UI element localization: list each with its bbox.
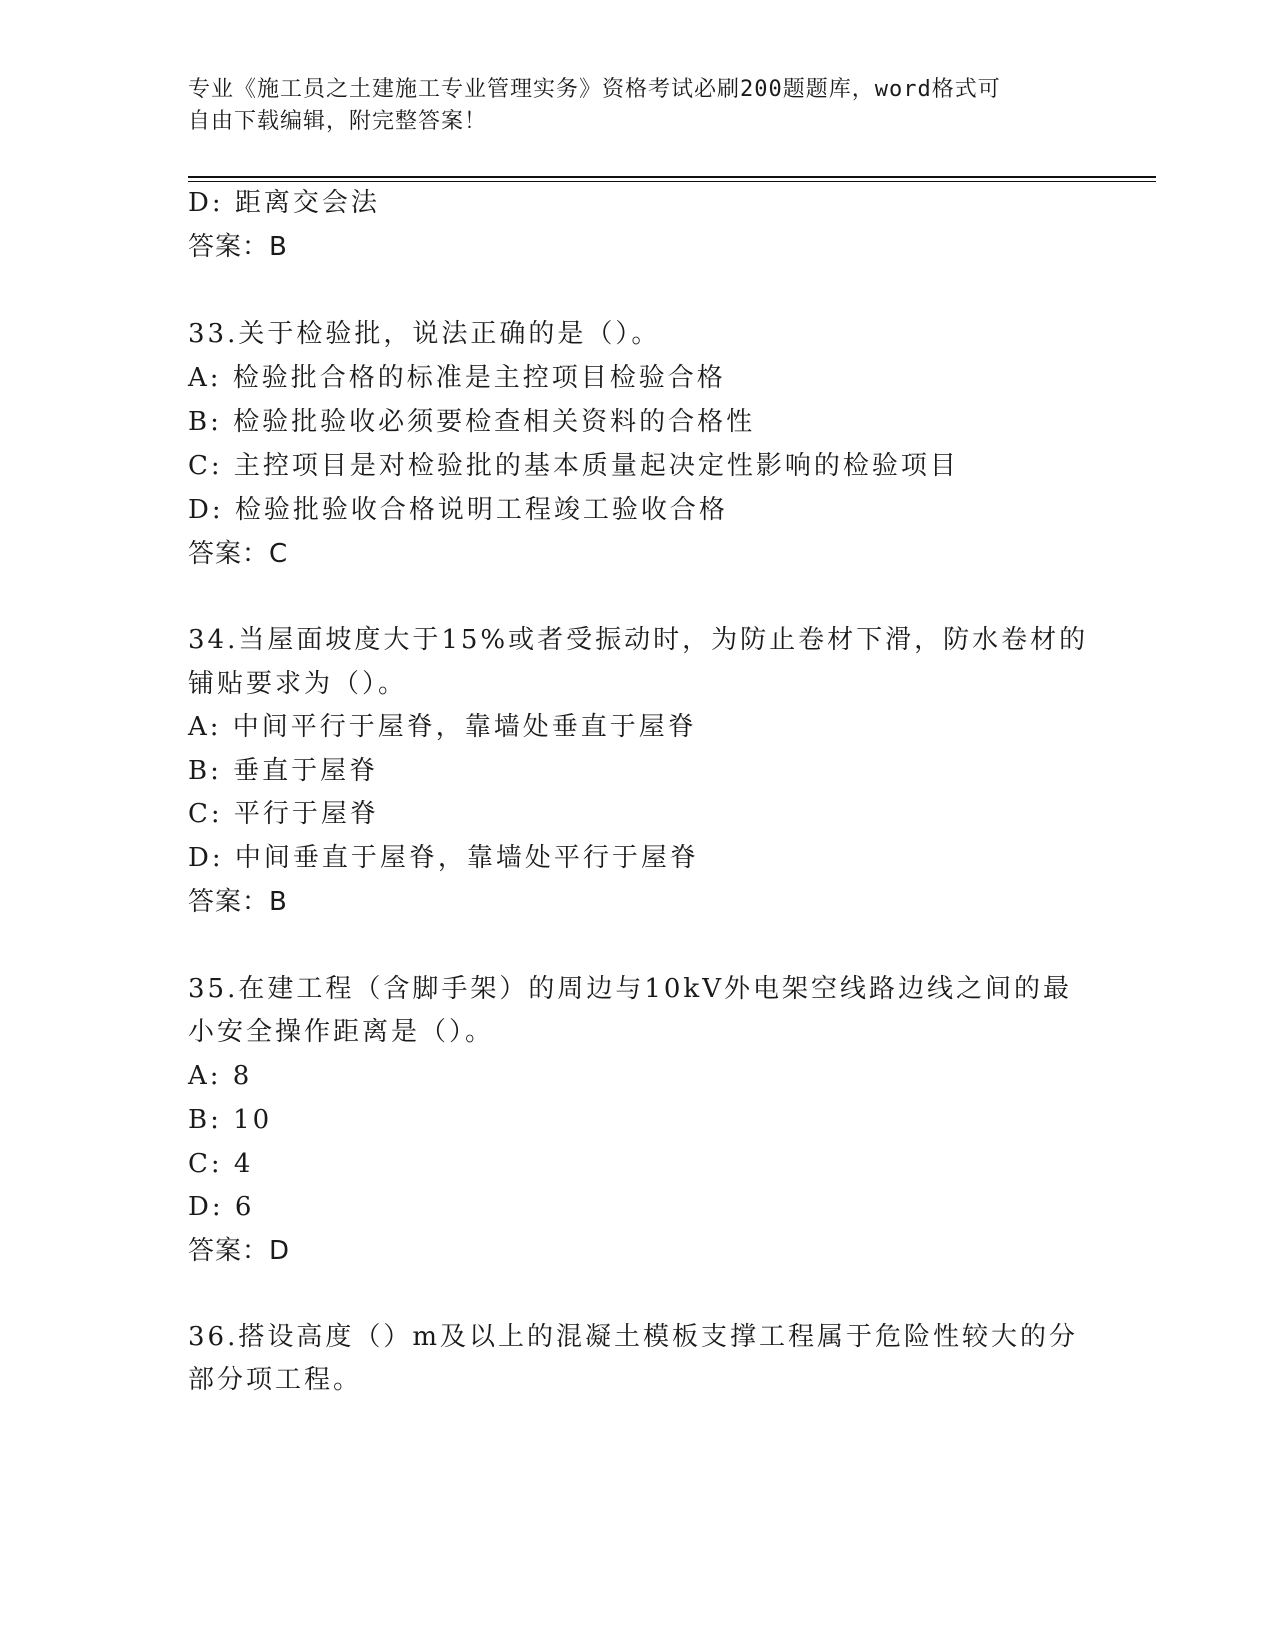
- q34-answer: 答案：B: [188, 887, 288, 917]
- q33-option-c: C: 主控项目是对检验批的基本质量起决定性影响的检验项目: [188, 451, 959, 481]
- q33-option-b: B: 检验批验收必须要检查相关资料的合格性: [188, 407, 756, 437]
- prev-answer: 答案：B: [188, 232, 288, 262]
- q35-stem-line-2: 小安全操作距离是（）。: [188, 1017, 495, 1047]
- q35-option-a: A: 8: [188, 1061, 253, 1091]
- q36-stem-line-1: 36.搭设高度（）m及以上的混凝土模板支撑工程属于危险性较大的分: [188, 1322, 1079, 1352]
- header-divider-thin: [188, 181, 1156, 182]
- q34-option-a: A: 中间平行于屋脊，靠墙处垂直于屋脊: [188, 712, 697, 742]
- q35-answer: 答案：D: [188, 1236, 291, 1266]
- header-line-2: 自由下载编辑，附完整答案！: [188, 109, 488, 134]
- q35-option-c: C: 4: [188, 1149, 254, 1179]
- q34-stem-line-2: 铺贴要求为（）。: [188, 669, 408, 699]
- q34-stem-line-1: 34.当屋面坡度大于15%或者受振动时，为防止卷材下滑，防水卷材的: [188, 625, 1089, 655]
- document-header: [188, 74, 1078, 138]
- q33-option-a: A: 检验批合格的标准是主控项目检验合格: [188, 363, 726, 393]
- header-line-1: 专业《施工员之土建施工专业管理实务》资格考试必刷200题题库，word格式可: [188, 77, 1001, 102]
- q33-stem: 33.关于检验批，说法正确的是（）。: [188, 319, 661, 349]
- q36-stem-line-2: 部分项工程。: [188, 1365, 363, 1395]
- header-divider-thick: [188, 176, 1156, 178]
- q35-option-d: D: 6: [188, 1192, 255, 1222]
- q34-option-c: C: 平行于屋脊: [188, 799, 379, 829]
- q35-stem-line-1: 35.在建工程（含脚手架）的周边与10kV外电架空线路边线之间的最: [188, 974, 1072, 1004]
- q35-option-b: B: 10: [188, 1105, 273, 1135]
- q34-option-d: D: 中间垂直于屋脊，靠墙处平行于屋脊: [188, 843, 699, 873]
- prev-option-d: D: 距离交会法: [188, 188, 380, 218]
- q34-option-b: B: 垂直于屋脊: [188, 756, 379, 786]
- q33-option-d: D: 检验批验收合格说明工程竣工验收合格: [188, 495, 728, 525]
- q33-answer: 答案：C: [188, 539, 289, 569]
